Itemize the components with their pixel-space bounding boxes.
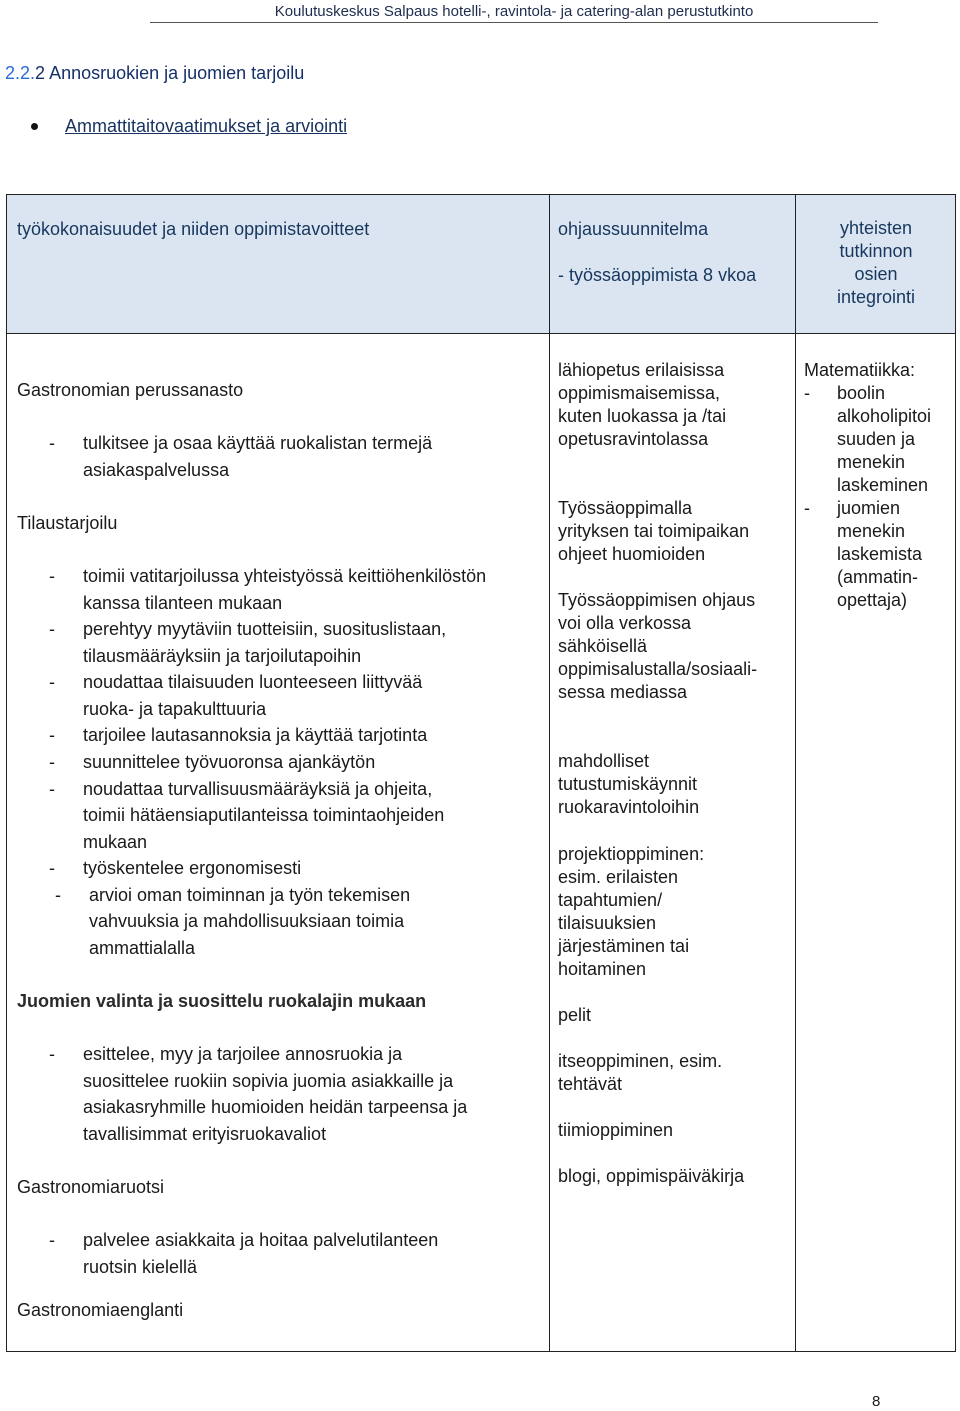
col2-line: esim. erilaisten <box>558 867 679 887</box>
col2-line: projektioppiminen: <box>558 844 705 864</box>
section-heading <box>5 61 304 85</box>
list-item-cont: mukaan <box>83 832 148 852</box>
section-title: Annosruokien ja juomien tarjoilu <box>49 63 305 83</box>
heading-juomien: Juomien valinta ja suosittelu ruokalajin mukaan <box>17 991 427 1011</box>
col2-line: lähiopetus erilaisissa <box>558 360 725 380</box>
page-number: 8 <box>872 1393 881 1410</box>
col2-line: blogi, oppimispäiväkirja <box>558 1166 745 1186</box>
header-col2-subtitle: - työssäoppimista 8 vkoa <box>558 265 757 285</box>
list-dash: - <box>49 752 55 772</box>
list-item-cont: kanssa tilanteen mukaan <box>83 593 283 613</box>
list-item-cont: suosittelee ruokiin sopivia juomia asiakkaille ja <box>83 1071 454 1091</box>
list-item: toimii vatitarjoilussa yhteistyössä keittiöhenkilöstön <box>83 566 487 586</box>
col2-line: sähköisellä <box>558 636 648 656</box>
list-dash: - <box>49 1044 55 1064</box>
col2-line: yrityksen tai toimipaikan <box>558 521 750 541</box>
col2-line: tilaisuuksien <box>558 913 657 933</box>
col3-line: alkoholipitoi <box>837 406 932 426</box>
list-dash: - <box>49 566 55 586</box>
list-item: tulkitsee ja osaa käyttää ruokalistan termejä <box>83 433 433 453</box>
list-item-cont: ammattialalla <box>89 938 196 958</box>
section-number-rest: 2 <box>35 63 46 83</box>
running-header: Koulutuskeskus Salpaus hotelli-, ravintola- ja catering-alan perustutkinto <box>274 3 754 20</box>
list-dash: - <box>49 619 55 639</box>
col2-line: Työssäoppimalla <box>558 498 693 518</box>
requirements-link[interactable]: Ammattitaitovaatimukset ja arviointi <box>65 116 348 136</box>
header-col2-title: ohjaussuunnitelma <box>558 219 709 239</box>
list-item: perehtyy myytäviin tuotteisiin, suosituslistaan, <box>83 619 447 639</box>
col2-line: tapahtumien/ <box>558 890 663 910</box>
bullet-dot <box>31 123 38 130</box>
col2-line: oppimismaisemissa, <box>558 383 721 403</box>
header-col3-line: osien <box>854 264 898 284</box>
col3-line: menekin <box>837 452 906 472</box>
list-item-cont: toimii hätäensiaputilanteissa toimintaohjeiden <box>83 805 445 825</box>
header-col1: työkokonaisuudet ja niiden oppimistavoitteet <box>17 219 370 239</box>
heading-tilaustarjoilu: Tilaustarjoilu <box>17 513 118 533</box>
list-item-cont: asiakasryhmille huomioiden heidän tarpeensa ja <box>83 1097 468 1117</box>
col3-line: boolin <box>837 383 886 403</box>
col2-line: tutustumiskäynnit <box>558 774 698 794</box>
col2-line: hoitaminen <box>558 959 647 979</box>
header-rule <box>150 22 878 23</box>
header-col3 <box>796 217 956 309</box>
col2-line: ohjeet huomioiden <box>558 544 706 564</box>
col3-line: laskeminen <box>837 475 929 495</box>
list-item-cont: ruoka- ja tapakulttuuria <box>83 699 267 719</box>
list-item-cont: tavallisimmat erityisruokavaliot <box>83 1124 327 1144</box>
list-dash: - <box>49 858 55 878</box>
heading-gastronomiaruotsi: Gastronomiaruotsi <box>17 1177 165 1197</box>
list-item-cont: asiakaspalvelussa <box>83 460 230 480</box>
list-dash: - <box>55 885 61 905</box>
col2-line: sessa mediassa <box>558 682 688 702</box>
list-item: palvelee asiakkaita ja hoitaa palvelutilanteen <box>83 1230 439 1250</box>
col2-line: oppimisalustalla/sosiaali- <box>558 659 758 679</box>
col3-line: opettaja) <box>837 590 908 610</box>
col2-line: tiimioppiminen <box>558 1120 674 1140</box>
list-item: esittelee, myy ja tarjoilee annosruokia ja <box>83 1044 403 1064</box>
curriculum-table <box>6 194 956 1352</box>
list-dash: - <box>49 779 55 799</box>
col2-line: Työssäoppimisen ohjaus <box>558 590 756 610</box>
list-dash: - <box>49 725 55 745</box>
header-col3-line: yhteisten <box>839 218 913 238</box>
col2-line: järjestäminen tai <box>558 936 690 956</box>
col2-line: mahdolliset <box>558 751 650 771</box>
col2-line: opetusravintolassa <box>558 429 709 449</box>
section-number-prefix: 2.2. <box>5 63 36 83</box>
heading-gastronomiaenglanti: Gastronomiaenglanti <box>17 1300 184 1320</box>
list-item-cont: tilausmääräyksiin ja tarjoilutapoihin <box>83 646 362 666</box>
list-item: tarjoilee lautasannoksia ja käyttää tarjotinta <box>83 725 428 745</box>
header-col3-line: tutkinnon <box>839 241 913 261</box>
heading-perussanasto: Gastronomian perussanasto <box>17 380 244 400</box>
list-dash: - <box>804 498 810 518</box>
col2-line: pelit <box>558 1005 592 1025</box>
list-dash: - <box>804 383 810 403</box>
list-item: arvioi oman toiminnan ja työn tekemisen <box>89 885 411 905</box>
list-dash: - <box>49 433 55 453</box>
list-dash: - <box>49 1230 55 1250</box>
column-divider-1 <box>549 195 550 1351</box>
col2-line: itseoppiminen, esim. <box>558 1051 723 1071</box>
col3-line: laskemista <box>837 544 923 564</box>
list-item: noudattaa tilaisuuden luonteeseen liittyvää <box>83 672 423 692</box>
col3-line: suuden ja <box>837 429 916 449</box>
column-divider-2 <box>795 195 796 1351</box>
list-item-cont: vahvuuksia ja mahdollisuuksiaan toimia <box>89 911 405 931</box>
list-item-cont: ruotsin kielellä <box>83 1257 198 1277</box>
col2-line: voi olla verkossa <box>558 613 692 633</box>
header-col3-line: integrointi <box>836 287 916 307</box>
col2-line: ruokaravintoloihin <box>558 797 700 817</box>
list-item: työskentelee ergonomisesti <box>83 858 302 878</box>
col3-title: Matematiikka: <box>804 360 916 380</box>
col3-line: juomien <box>837 498 901 518</box>
col3-line: menekin <box>837 521 906 541</box>
col2-line: tehtävät <box>558 1074 623 1094</box>
list-dash: - <box>49 672 55 692</box>
col2-line: kuten luokassa ja /tai <box>558 406 727 426</box>
list-item: noudattaa turvallisuusmääräyksiä ja ohjeita, <box>83 779 433 799</box>
col3-line: (ammatin- <box>837 567 919 587</box>
list-item: suunnittelee työvuoronsa ajankäytön <box>83 752 376 772</box>
